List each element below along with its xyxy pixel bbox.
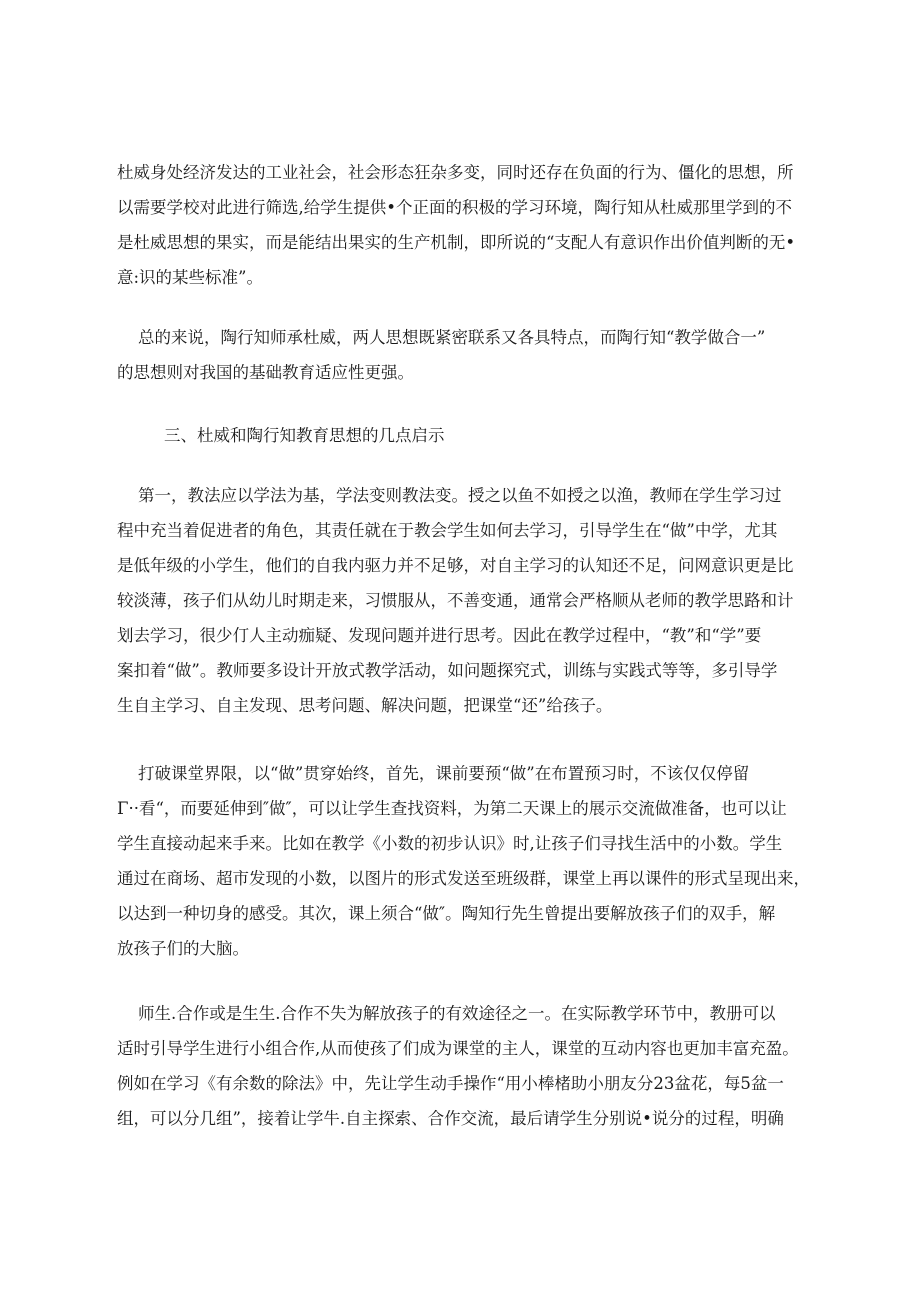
text-line: 较淡薄，孩子们从幼儿时期走来，习惯服从，不善变通，通常会严格顺从老师的教学思路和计 (117, 591, 794, 610)
text-line: 的思想则对我国的基础教育适应性更强。 (117, 363, 414, 382)
paragraph-first-point (117, 478, 817, 723)
text-line: 学生直接动起来手来。比如在教学《小数的初步认识》时,让孩子们寻找生活中的小数。学生 (117, 834, 783, 853)
text-line: 师生.合作或是生生.合作不失为解放孩子的有效途径之一。在实际教学环节中，教册可以 (117, 1004, 776, 1023)
text-line: 通过在商场、超市发现的小数，以图片的形式发送至班级群，课堂上再以课件的形式呈现出来， (117, 869, 810, 888)
text-line: 以需要学校对此进行筛选,给学生提供•个正面的积极的学习环境，陶行知从杜威那里学到的不 (117, 198, 792, 217)
text-line: 程中充当着促进者的角色，其责任就在于教会学生如何去学习，引导学生在“做”中学，尤其 (117, 521, 778, 540)
paragraph-dewey-society (117, 155, 817, 295)
paragraph-cooperation (117, 996, 817, 1136)
text-line: 第一，教法应以学法为基，学法变则教法变。授之以鱼不如授之以渔，教师在学生学习过 (117, 486, 782, 505)
text-line: 案扣着“做”。教师要多设计开放式教学活动，如问题探究式，训练与实践式等等，多引导学 (117, 661, 778, 680)
text-line: 是低年级的小学生，他们的自我内驱力并不足够，对自主学习的认知还不足，问网意识更是比 (117, 556, 794, 575)
text-line: 杜威身处经济发达的工业社会，社会形态狂杂多变，同时还存在负面的行为、僵化的思想，所 (117, 163, 794, 182)
text-line: 适时引导学生进行小组合作,从而使孩了们成为课堂的主人，课堂的互动内容也更加丰富充盈。 (117, 1039, 799, 1058)
text-line: 打破课堂界限，以“做”贯穿始终，首先，课前要预“做”在布置预习时，不该仅仅停留 (117, 764, 750, 783)
text-line: 生自主学习、自主发现、思考问题、解决问题，把课堂“还”给孩子。 (117, 696, 613, 715)
paragraph-break-boundaries (117, 756, 817, 966)
text-line: 例如在学习《有余数的除法》中，先让学生动手操作“用小棒楮助小朋友分23盆花，每5盆一 (117, 1074, 784, 1093)
text-line: 总的来说，陶行知师承杜威，两人思想既紧密联系又各具特点，而陶行知“教学做合一” (117, 328, 766, 347)
text-line: 以达到一种切身的感受。其次，课上须合“做″。陶知行先生曾提出要解放孩子们的双手，解 (117, 904, 776, 923)
text-line: 放孩子们的大脑。 (117, 939, 249, 958)
text-line: 组，可以分几组”，接着让学牛.自主探索、合作交流，最后请学生分别说•说分的过程，明确 (117, 1109, 784, 1128)
section-heading: 三、杜威和陶行知教育思想的几点启示 (164, 426, 445, 445)
text-line: Γ··看“，而要延伸到″做″，可以让学生查找资料，为第二天课上的展示交流做准备，也可以让 (117, 799, 787, 818)
text-line: 意:识的某些标准”。 (117, 268, 263, 287)
text-line: 划去学习，很少仃人主动痂疑、发现问题并进行思考。因此在教学过程中，“教”和“学”要 (117, 626, 762, 645)
text-line: 是杜威思想的果实，而是能结出果实的生产机制，即所说的“支配人有意识作出价值判断的无• (117, 233, 796, 252)
paragraph-summary (117, 320, 817, 390)
